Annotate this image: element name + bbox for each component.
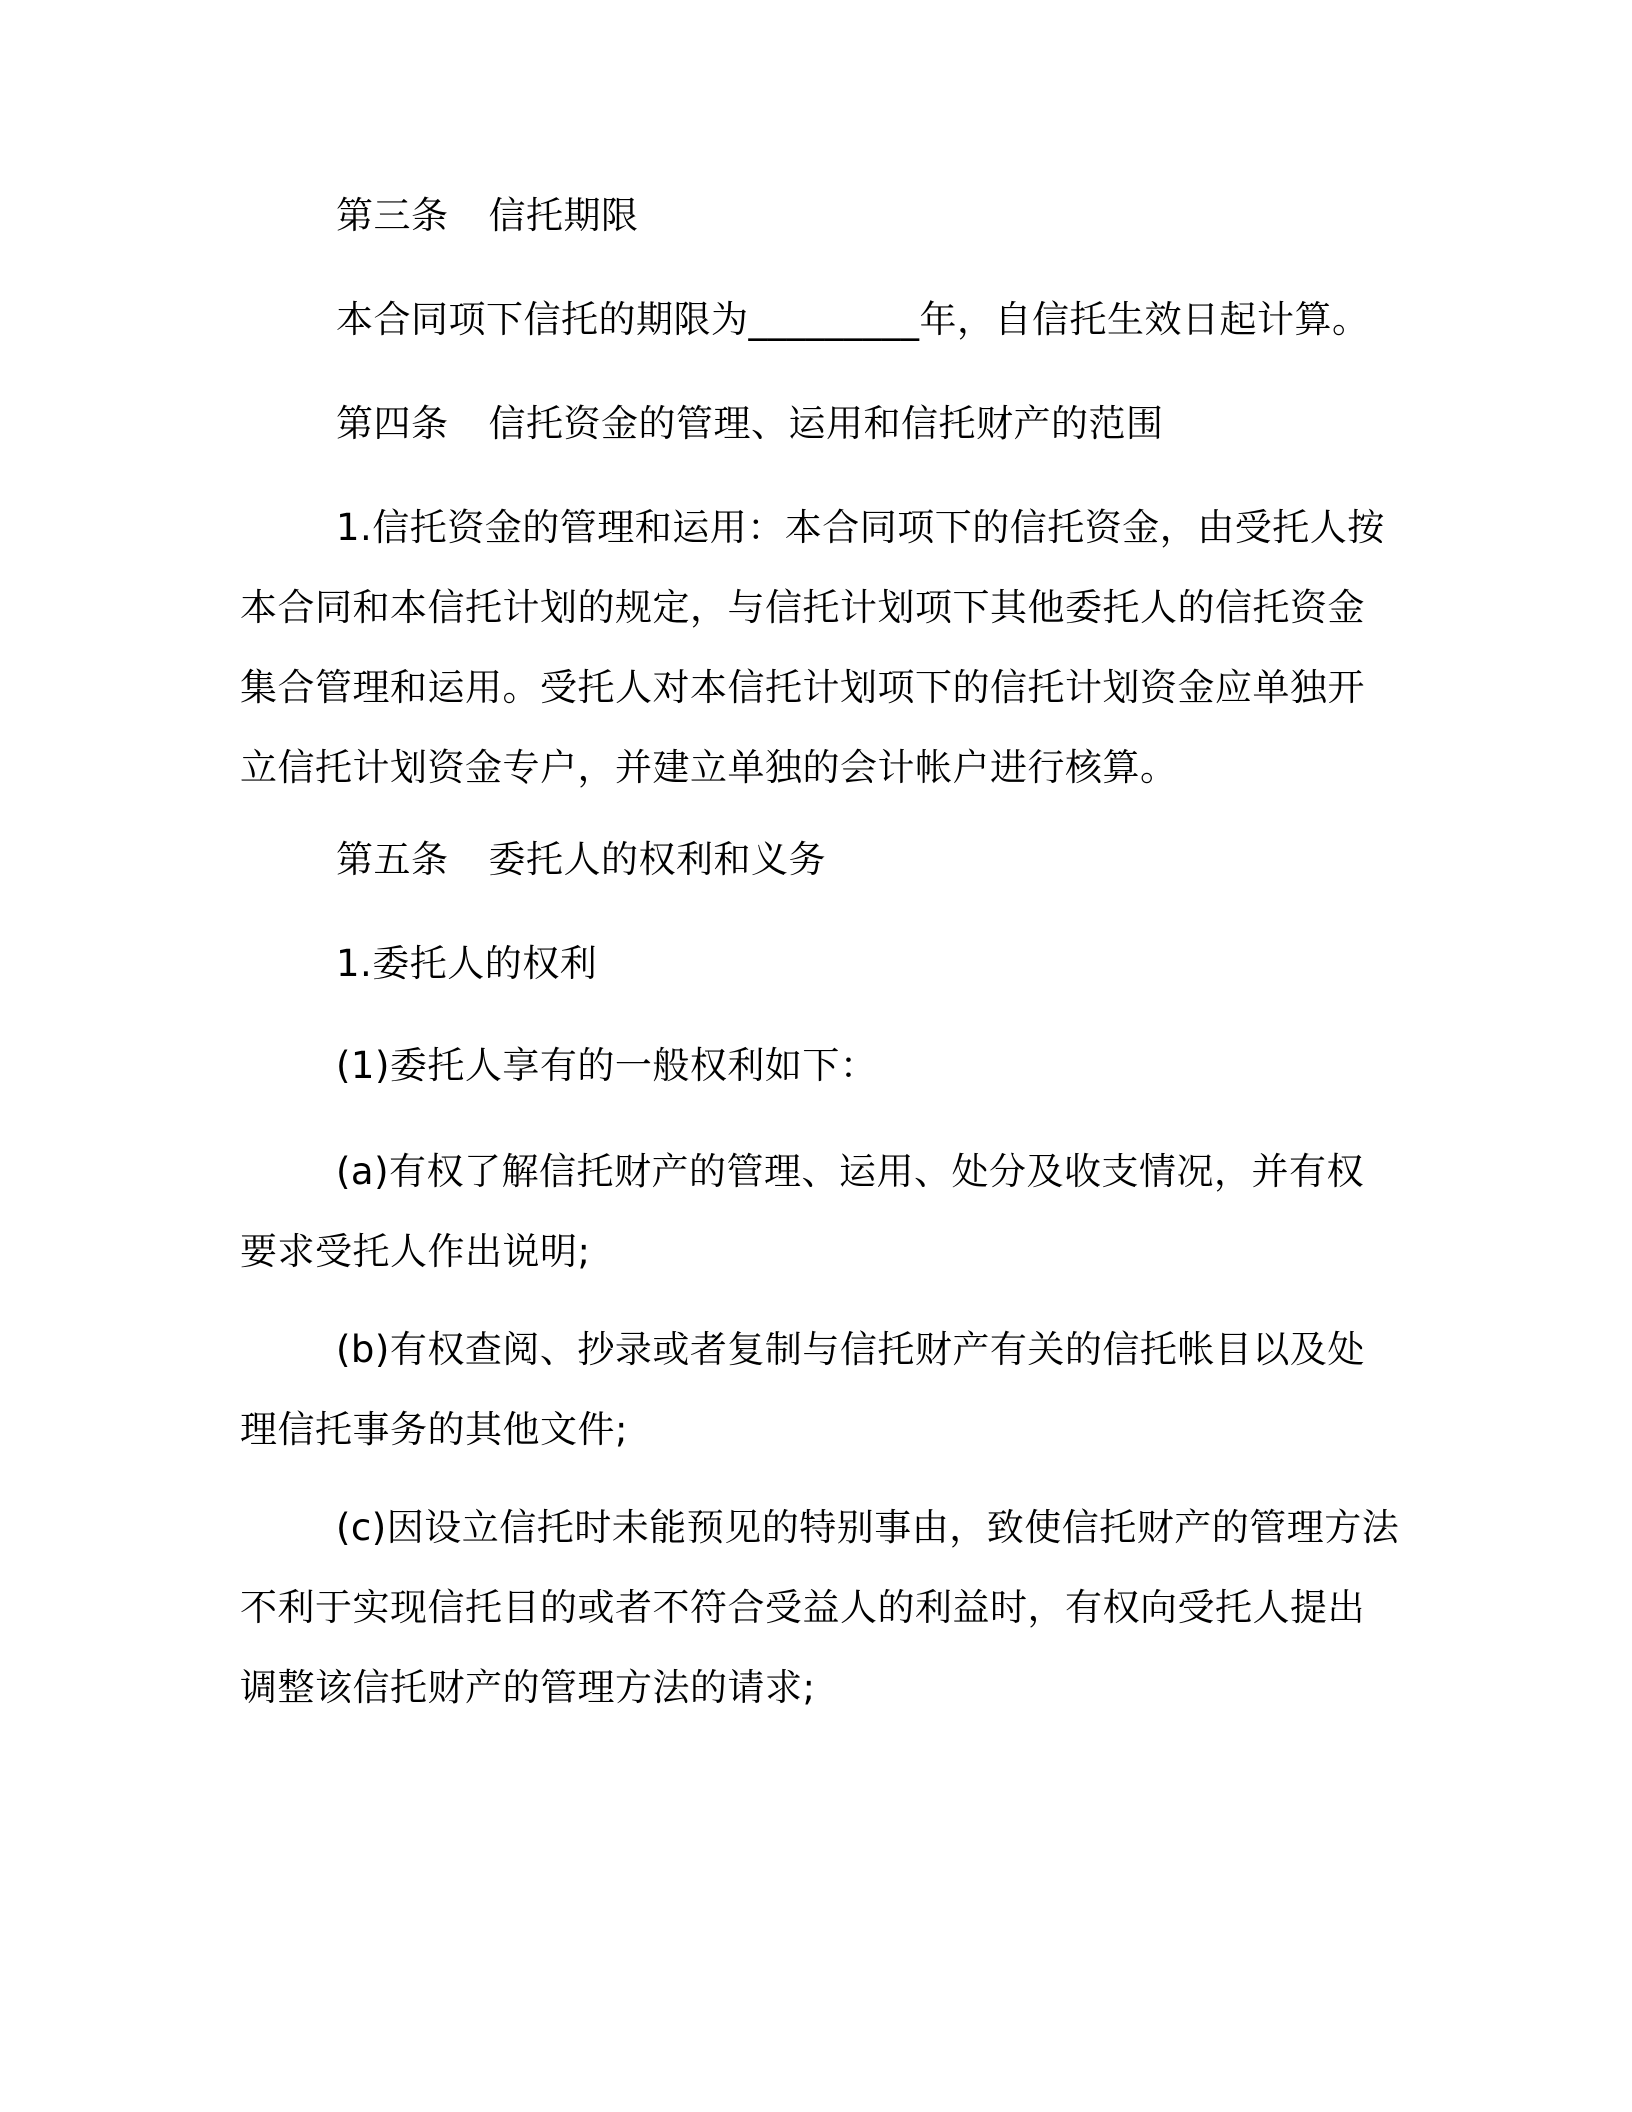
article-5-heading (336, 816, 1396, 904)
management-paragraph-line-4: 立信托计划资金专户，并建立单独的会计帐户进行核算。 (240, 746, 1178, 789)
right-a-line-1: (a)有权了解信托财产的管理、运用、处分及收支情况，并有权 (336, 1150, 1365, 1193)
management-paragraph-line-1: 1.信托资金的管理和运用：本合同项下的信托资金，由受托人按 (336, 506, 1385, 549)
right-a-line-2: 要求受托人作出说明; (240, 1230, 591, 1273)
general-rights-heading: (1)委托人享有的一般权利如下： (336, 1044, 878, 1087)
management-paragraph-line-3: 集合管理和运用。受托人对本信托计划项下的信托计划资金应单独开 (240, 666, 1365, 709)
article-3-number: 第三条 (336, 194, 449, 237)
trust-term-paragraph: 本合同项下信托的期限为_________年，自信托生效日起计算。 (336, 298, 1370, 341)
right-c-line-1: (c)因设立信托时未能预见的特别事由，致使信托财产的管理方法 (336, 1506, 1400, 1549)
right-c-line-3: 调整该信托财产的管理方法的请求; (240, 1666, 816, 1709)
article-5-title: 委托人的权利和义务 (488, 838, 826, 881)
article-3-title: 信托期限 (488, 194, 639, 237)
right-c-line-2: 不利于实现信托目的或者不符合受益人的利益时，有权向受托人提出 (240, 1586, 1365, 1629)
article-3-heading (336, 172, 1396, 260)
article-5-number: 第五条 (336, 838, 449, 881)
article-4-title: 信托资金的管理、运用和信托财产的范围 (488, 402, 1164, 445)
right-b-line-1: (b)有权查阅、抄录或者复制与信托财产有关的信托帐目以及处 (336, 1328, 1365, 1371)
rights-heading: 1.委托人的权利 (336, 942, 598, 985)
article-4-number: 第四条 (336, 402, 449, 445)
management-paragraph-line-2: 本合同和本信托计划的规定，与信托计划项下其他委托人的信托资金 (240, 586, 1365, 629)
right-b-line-2: 理信托事务的其他文件; (240, 1408, 628, 1451)
article-4-heading (336, 380, 1396, 468)
